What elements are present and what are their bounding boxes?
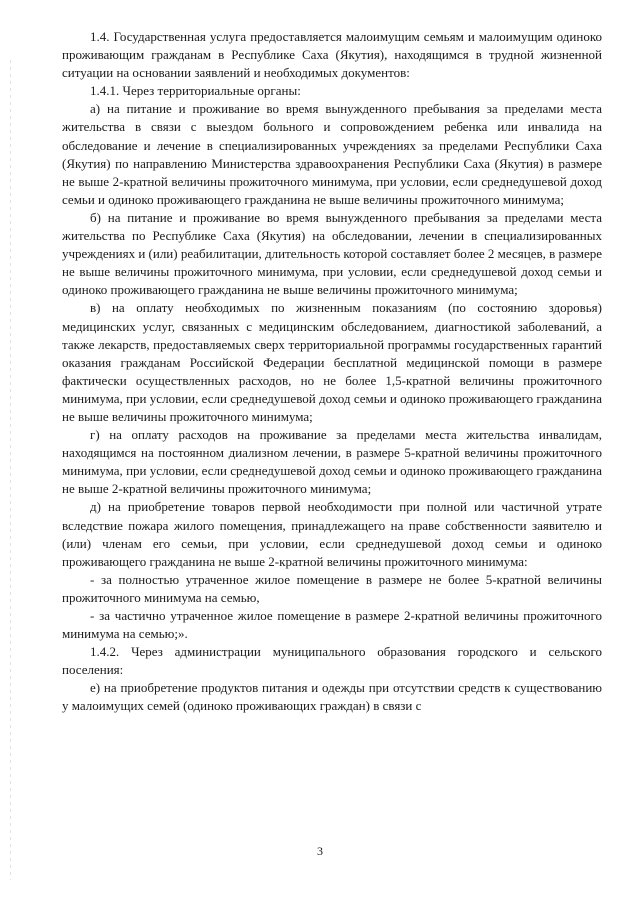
scan-edge-artifact <box>10 60 11 880</box>
paragraph-item-g: г) на оплату расходов на проживание за пределами места жительства инвалидам, находящимся на постоянном диализном лечении, в размере 5-кратной величины прожиточного минимума, при условии, если среднедушевой доход семьи и одиноко проживающего гражданина не выше 2-кратной величины прожиточного минимума; <box>62 427 602 497</box>
document-body <box>62 28 602 716</box>
paragraph-item-e: е) на приобретение продуктов питания и одежды при отсутствии средств к существованию у малоимущих семей (одиноко проживающих граждан) в связи с <box>62 680 602 714</box>
paragraph-item-d-full-loss: - за полностью утраченное жилое помещение в размере не более 5-кратной величины прожиточного минимума на семью, <box>62 571 602 605</box>
paragraph-item-a: а) на питание и проживание во время вынужденного пребывания за пределами места жительства в связи с выездом больного и сопровождением ребенка или инвалида на обследование и лечение в специализированных учреждениях за пределами Республики Саха (Якутия) по направлению Министерства здравоохранения Республики Саха (Якутия) в размере не выше 2-кратной величины прожиточного минимума, при условии, если среднедушевой доход семьи и одиноко проживающего гражданина не выше величины прожиточного минимума; <box>62 101 602 207</box>
paragraph-item-v: в) на оплату необходимых по жизненным показаниям (по состоянию здоровья) медицинских услуг, связанных с медицинским обследованием, диагностикой заболеваний, а также лекарств, предоставляемых сверх территориальной программы государственных гарантий оказания гражданам Российской Федерации бесплатной медицинской помощи в размере фактически осуществленных расходов, но не более 1,5-кратной величины прожиточного минимума, при условии, если среднедушевой доход семьи и одиноко проживающего гражданина не выше величины прожиточного минимума; <box>62 300 602 424</box>
paragraph-item-b: б) на питание и проживание во время вынужденного пребывания за пределами места жительства по Республике Саха (Якутия) на обследовании, лечении в специализированных учреждениях и (или) реабилитации, длительность которой составляет более 2 месяцев, в размере не выше величины прожиточного минимума, при условии, если среднедушевой доход семьи и одиноко проживающего гражданина не выше величины прожиточного минимума; <box>62 209 602 298</box>
paragraph-item-d: д) на приобретение товаров первой необходимости при полной или частичной утрате вследствие пожара жилого помещения, принадлежащего на праве собственности заявителю и (или) членам его семьи, при условии, если среднедушевой доход семьи и одиноко проживающего гражданина не выше 2-кратной величины прожиточного минимума: <box>62 499 602 569</box>
paragraph-intro: 1.4. Государственная услуга предоставляется малоимущим семьям и малоимущим одиноко проживающим гражданам в Республике Саха (Якутия), находящимся в трудной жизненной ситуации на основании заявлений и необходимых документов: <box>62 29 602 81</box>
paragraph-item-d-partial-loss: - за частично утраченное жилое помещение в размере 2-кратной величины прожиточного минимума на семью;». <box>62 608 602 642</box>
paragraph-section-1-4-2: 1.4.2. Через администрации муниципального образования городского и сельского поселения: <box>62 644 602 678</box>
page-number: 3 <box>317 844 323 858</box>
paragraph-section-1-4-1: 1.4.1. Через территориальные органы: <box>90 83 301 99</box>
